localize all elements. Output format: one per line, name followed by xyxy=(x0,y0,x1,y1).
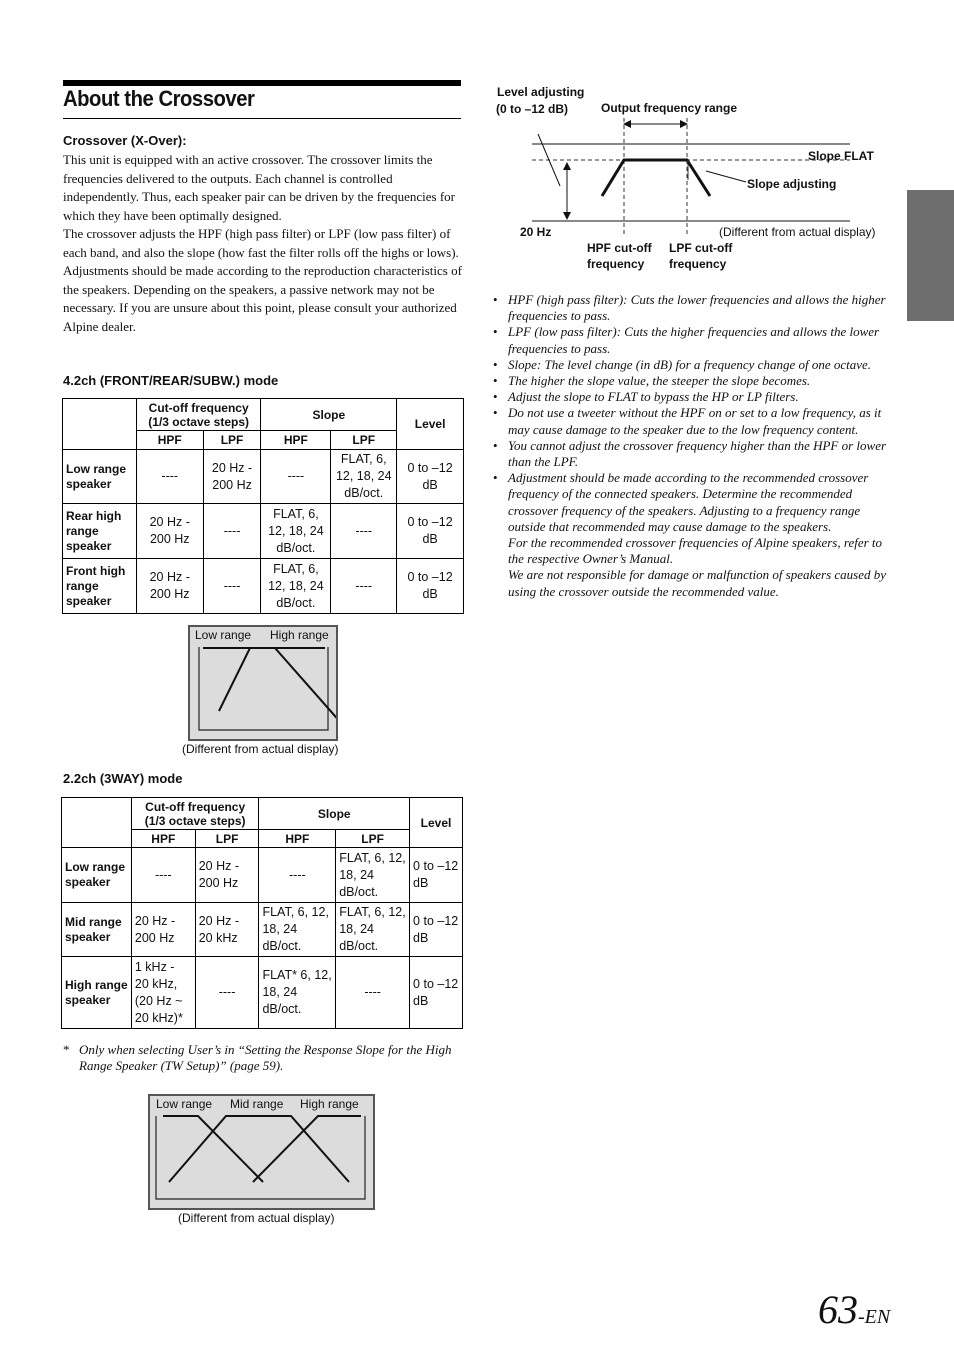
slope-adjusting-label: Slope adjusting xyxy=(747,177,837,191)
bullet-text: You cannot adjust the crossover frequency higher than the HPF or lower than the LPF. xyxy=(508,437,887,470)
crossover-description xyxy=(63,151,463,336)
sub-hpf: HPF xyxy=(136,431,203,450)
cell: FLAT, 6, 12, 18, 24 dB/oct. xyxy=(261,559,331,614)
high-range-label: High range xyxy=(300,1097,359,1111)
hz20-label: 20 Hz xyxy=(520,225,552,239)
paragraph: Adjustments should be made according to the reproduction characteristics of the speakers. Depending on the speakers, a passive network may not be necessary. If you are unsure about this point, please consult your authorized Alpine dealer. xyxy=(63,263,462,334)
sub-lpf: LPF xyxy=(203,431,261,450)
bullet-icon: • xyxy=(493,405,498,421)
bullet-text: For the recommended crossover frequencies of Alpine speakers, refer to the respective Owner’s Manual. xyxy=(508,535,883,567)
bullet-icon: • xyxy=(493,470,498,486)
col-cutoff: Cut-off frequency (1/3 octave steps) xyxy=(131,798,259,830)
bullet-text: LPF (low pass filter): Cuts the higher frequencies and allows the lower frequencies to pass. xyxy=(508,324,880,356)
table-corner xyxy=(63,399,137,450)
bullet-text: Do not use a tweeter without the HPF on or set to a low frequency, as it may cause damage to the speaker due to the low frequency content. xyxy=(508,405,882,437)
level-range-label: (0 to –12 dB) xyxy=(496,102,569,116)
graph-curves xyxy=(190,627,336,739)
list-item xyxy=(493,405,893,437)
list-item xyxy=(493,373,893,389)
table-4-2ch xyxy=(62,398,464,614)
cell: 20 Hz - 200 Hz xyxy=(131,903,195,957)
bullet-text: The higher the slope value, the steeper the slope becomes. xyxy=(508,373,811,389)
list-item xyxy=(493,389,893,405)
cell: ---- xyxy=(261,450,331,504)
hpf-frequency-label: frequency xyxy=(587,257,645,271)
graph1-caption: (Different from actual display) xyxy=(182,742,339,756)
level-adjusting-label: Level adjusting xyxy=(497,85,585,99)
row-label: High range speaker xyxy=(62,957,132,1029)
list-item xyxy=(493,357,893,373)
sub-hpf: HPF xyxy=(259,830,336,848)
sub-lpf: LPF xyxy=(195,830,259,848)
bullet-icon: • xyxy=(493,389,498,405)
cell: 20 Hz - 200 Hz xyxy=(136,504,203,559)
cell: 0 to –12 dB xyxy=(410,848,463,903)
notes-list xyxy=(493,292,893,600)
output-range-label: Output frequency range xyxy=(601,101,738,115)
cell: 20 Hz - 20 kHz xyxy=(195,903,259,957)
page-number xyxy=(818,1286,890,1333)
bullet-text: HPF (high pass filter): Cuts the lower frequencies and allows the higher frequencies to pass. xyxy=(508,292,886,324)
bullet-text: Adjustment should be made according to the recommended crossover frequency of the connected speakers. Determine the recommended crossover frequency of the speakers. Adjusting to a frequency range outside that recommended may cause damage to the speakers. xyxy=(508,470,869,534)
row-label: Low range speaker xyxy=(62,848,132,903)
cell: FLAT, 6, 12, 18, 24 dB/oct. xyxy=(336,903,410,957)
cell: ---- xyxy=(336,957,410,1029)
cell: ---- xyxy=(203,504,261,559)
bullet-text: Slope: The level change (in dB) for a frequency change of one octave. xyxy=(508,356,872,372)
footnote-text: Only when selecting User’s in “Setting the Response Slope for the High Range Speaker (TW Setup)” (page 59). xyxy=(79,1042,452,1073)
col-slope: Slope xyxy=(261,399,397,431)
footnote-mark: * xyxy=(63,1042,70,1057)
cell: FLAT, 6, 12, 18, 24 dB/oct. xyxy=(336,848,410,903)
bullet-icon: • xyxy=(493,292,498,307)
col-slope: Slope xyxy=(259,798,410,830)
lpf-cutoff-label: LPF cut-off xyxy=(669,241,733,255)
paragraph: This unit is equipped with an active crossover. The crossover limits the frequencies delivered to the outputs. Each channel is controlled independently. Thus, each speaker pair can be driven by the frequencies for which they have been optimally designed. xyxy=(63,152,456,223)
sub-lpf: LPF xyxy=(336,830,410,848)
cell: 0 to –12 dB xyxy=(410,903,463,957)
row-label: Mid range speaker xyxy=(62,903,132,957)
crossover-graph-2way xyxy=(188,625,338,741)
slope-flat-label: Slope FLAT xyxy=(808,149,874,163)
bullet-icon: • xyxy=(493,324,498,340)
bullet-text: We are not responsible for damage or malfunction of speakers caused by using the crossover outside the recommended value. xyxy=(508,567,887,599)
side-tab xyxy=(907,190,954,321)
cell: ---- xyxy=(195,957,259,1029)
diagram-caption: (Different from actual display) xyxy=(719,225,876,239)
page-number-value: 63 xyxy=(818,1287,858,1332)
list-item xyxy=(493,470,893,600)
graph-curves xyxy=(150,1096,373,1208)
bullet-icon: • xyxy=(493,373,498,389)
table1-heading: 4.2ch (FRONT/REAR/SUBW.) mode xyxy=(63,373,279,388)
bullet-text: Adjust the slope to FLAT to bypass the HP or LP filters. xyxy=(508,389,799,405)
cell: 20 Hz - 200 Hz xyxy=(203,450,261,504)
cell: 20 Hz - 200 Hz xyxy=(136,559,203,614)
table2-heading: 2.2ch (3WAY) mode xyxy=(63,771,183,786)
lpf-frequency-label: frequency xyxy=(669,257,727,271)
bullet-icon: • xyxy=(493,437,498,453)
table-2-2ch-3way xyxy=(61,797,463,1029)
cell: FLAT, 6, 12, 18, 24 dB/oct. xyxy=(259,903,336,957)
sub-hpf: HPF xyxy=(131,830,195,848)
high-range-label: High range xyxy=(270,628,329,642)
paragraph: The crossover adjusts the HPF (high pass filter) or LPF (low pass filter) of each band, and also the slope (how fast the filter rolls off the highs or lows). xyxy=(63,226,459,260)
page-suffix: -EN xyxy=(858,1306,891,1328)
title-rule xyxy=(63,118,461,119)
sub-hpf: HPF xyxy=(261,431,331,450)
graph2-caption: (Different from actual display) xyxy=(178,1211,335,1225)
cell: ---- xyxy=(259,848,336,903)
col-level: Level xyxy=(397,399,464,450)
mid-range-label: Mid range xyxy=(230,1097,284,1111)
cell: 0 to –12 dB xyxy=(397,504,464,559)
col-cutoff: Cut-off frequency (1/3 octave steps) xyxy=(136,399,261,431)
table-row xyxy=(63,559,464,614)
sub-lpf: LPF xyxy=(331,431,397,450)
cell: ---- xyxy=(331,559,397,614)
cell: ---- xyxy=(203,559,261,614)
cell: 1 kHz - 20 kHz, (20 Hz ~ 20 kHz)* xyxy=(131,957,195,1029)
cell: FLAT* 6, 12, 18, 24 dB/oct. xyxy=(259,957,336,1029)
low-range-label: Low range xyxy=(195,628,252,642)
hpf-cutoff-label: HPF cut-off xyxy=(587,241,652,255)
list-item xyxy=(493,438,893,470)
table-row xyxy=(63,450,464,504)
table-row xyxy=(62,848,463,903)
low-range-label: Low range xyxy=(156,1097,213,1111)
cell: ---- xyxy=(131,848,195,903)
crossover-heading: Crossover (X-Over): xyxy=(63,133,187,148)
table-row xyxy=(62,903,463,957)
cell: FLAT, 6, 12, 18, 24 dB/oct. xyxy=(261,504,331,559)
list-item xyxy=(493,292,893,324)
row-label: Front high range speaker xyxy=(63,559,137,614)
footnote xyxy=(63,1042,463,1074)
cell: ---- xyxy=(331,504,397,559)
table-corner xyxy=(62,798,132,848)
list-item xyxy=(493,324,893,356)
page-title: About the Crossover xyxy=(63,86,255,111)
crossover-graph-3way xyxy=(148,1094,375,1210)
bullet-icon: • xyxy=(493,356,498,372)
col-level: Level xyxy=(410,798,463,848)
cell: 0 to –12 dB xyxy=(397,559,464,614)
cell: ---- xyxy=(136,450,203,504)
table-row xyxy=(63,504,464,559)
table-row xyxy=(62,957,463,1029)
cell: 0 to –12 dB xyxy=(410,957,463,1029)
cell: 0 to –12 dB xyxy=(397,450,464,504)
cell: 20 Hz - 200 Hz xyxy=(195,848,259,903)
cell: FLAT, 6, 12, 18, 24 dB/oct. xyxy=(331,450,397,504)
row-label: Rear high range speaker xyxy=(63,504,137,559)
row-label: Low range speaker xyxy=(63,450,137,504)
